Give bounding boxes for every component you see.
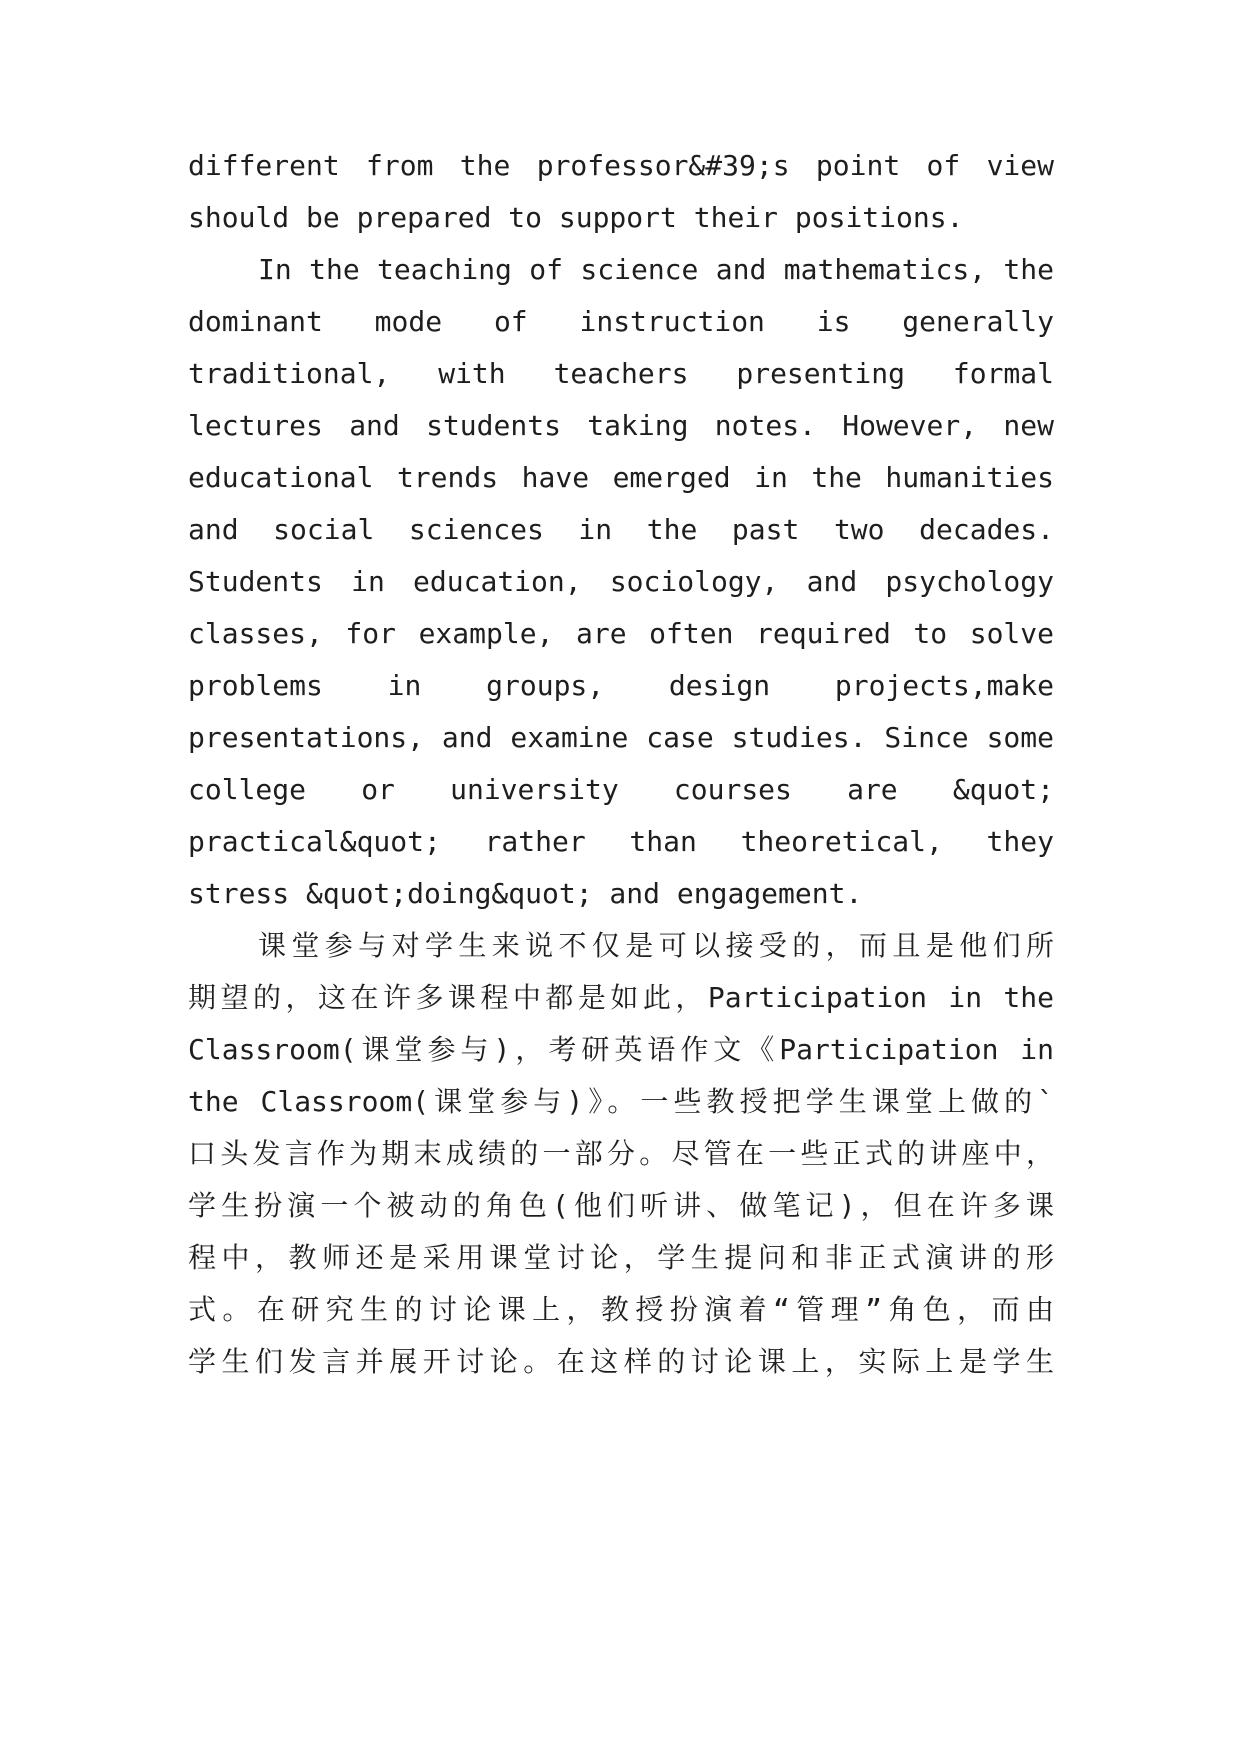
text-line: 学生扮演一个被动的角色(他们听讲、做笔记)，但在许多课 [188, 1189, 1054, 1222]
text-line: traditional, with teachers presenting formal [188, 357, 1054, 390]
text-line: and social sciences in the past two decades. [188, 513, 1054, 546]
text-line: presentations, and examine case studies. Since some [188, 721, 1054, 754]
text-line: stress &quot;doing&quot; and engagement. [188, 877, 863, 910]
paragraph-first-line: 课堂参与对学生来说不仅是可以接受的，而且是他们所 [258, 929, 1054, 962]
paragraph-first-line: In the teaching of science and mathematics, the [258, 253, 1054, 286]
text-line: Students in education, sociology, and psychology [188, 565, 1054, 598]
text-line: educational trends have emerged in the humanities [188, 461, 1054, 494]
text-line: 式。在研究生的讨论课上，教授扮演着“管理”角色，而由 [188, 1293, 1054, 1326]
text-line: college or university courses are &quot; [188, 773, 1054, 806]
text-line: practical&quot; rather than theoretical, they [188, 825, 1054, 858]
text-line: the Classroom(课堂参与)》。一些教授把学生课堂上做的` [188, 1085, 1054, 1118]
text-line: lectures and students taking notes. However, new [188, 409, 1054, 442]
text-line: should be prepared to support their positions. [188, 201, 964, 234]
text-line: 口头发言作为期末成绩的一部分。尽管在一些正式的讲座中， [188, 1137, 1054, 1170]
text-line: 期望的，这在许多课程中都是如此，Participation in the [188, 981, 1054, 1014]
text-line: 程中，教师还是采用课堂讨论，学生提问和非正式演讲的形 [188, 1241, 1054, 1274]
text-line: problems in groups, design projects,make [188, 669, 1054, 702]
text-line: classes, for example, are often required to solve [188, 617, 1054, 650]
text-line: dominant mode of instruction is generally [188, 305, 1054, 338]
text-line: Classroom(课堂参与)，考研英语作文《Participation in [188, 1033, 1054, 1066]
text-line: different from the professor&#39;s point of view [188, 149, 1054, 182]
text-line: 学生们发言并展开讨论。在这样的讨论课上，实际上是学生 [188, 1345, 1054, 1378]
